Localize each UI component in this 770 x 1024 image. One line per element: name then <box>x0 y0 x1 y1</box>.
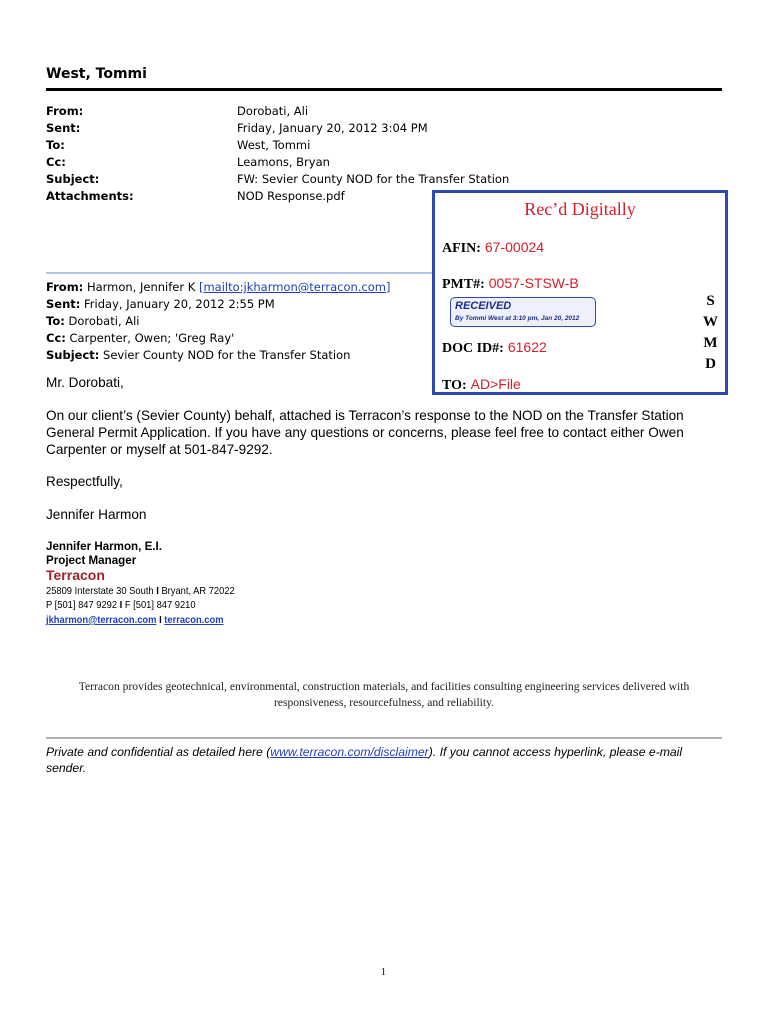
body-line-3: Carpenter or myself at 501-847-9292. <box>46 442 273 457</box>
body-line-1: On our client’s (Sevier County) behalf, attached is Terracon’s response to the NOD on the Transfer Station <box>46 408 684 423</box>
header-subject-value: FW: Sevier County NOD for the Transfer Station <box>237 172 510 186</box>
header-from-value: Dorobati, Ali <box>237 104 309 118</box>
email-owner: West, Tommi <box>46 66 147 82</box>
forwarded-subject: Subject: Sevier County NOD for the Transfer Station <box>46 348 351 362</box>
stamp-to: TO: AD>File <box>442 376 521 393</box>
signature-links: jkharmon@terracon.com I terracon.com <box>46 615 224 626</box>
mailto-link[interactable]: [mailto:jkharmon@terracon.com] <box>198 280 391 294</box>
header-sent-label: Sent: <box>46 121 81 135</box>
forwarded-cc: Cc: Carpenter, Owen; 'Greg Ray' <box>46 331 235 345</box>
header-from-label: From: <box>46 104 84 118</box>
privacy-divider <box>46 737 722 739</box>
stamp-title: Rec’d Digitally <box>524 199 636 219</box>
signature-role: Project Manager <box>46 554 137 567</box>
received-word: RECEIVED <box>455 300 512 312</box>
stamp-side-letters: S W M D <box>703 293 718 372</box>
header-attachments-label: Attachments: <box>46 189 134 203</box>
received-badge <box>450 297 596 327</box>
signature-email-link[interactable]: jkharmon@terracon.com <box>46 615 157 626</box>
received-by: By Tommi West at 3:10 pm, Jan 20, 2012 <box>455 315 580 322</box>
stamp-afin: AFIN: 67-00024 <box>442 239 545 256</box>
header-cc-label: Cc: <box>46 155 66 169</box>
company-tagline: Terracon provides geotechnical, environmental, construction materials, and facilities consulting engineering services delivered with responsiveness, resourcefulness, and reliability. <box>78 680 690 709</box>
greeting: Mr. Dorobati, <box>46 375 124 390</box>
disclaimer-link[interactable]: www.terracon.com/disclaimer <box>270 745 429 759</box>
header-to-label: To: <box>46 138 65 152</box>
header-sent-value: Friday, January 20, 2012 3:04 PM <box>237 121 428 135</box>
header-to-value: West, Tommi <box>237 138 311 152</box>
closing: Respectfully, <box>46 474 123 489</box>
privacy-notice: Private and confidential as detailed here (www.terracon.com/disclaimer). If you cannot access hyperlink, please e-mail sender. <box>46 745 683 775</box>
header-subject-label: Subject: <box>46 172 100 186</box>
owner-divider <box>46 88 722 91</box>
signature-name: Jennifer Harmon, E.I. <box>46 540 162 553</box>
forwarded-from: From: Harmon, Jennifer K [mailto:jkharmon@terracon.com] <box>46 280 391 294</box>
forwarded-to: To: Dorobati, Ali <box>46 314 140 328</box>
received-stamp <box>432 190 728 395</box>
signature-phone: P [501] 847 9292 I F [501] 847 9210 <box>46 600 196 611</box>
signature-address: 25809 Interstate 30 South I Bryant, AR 72022 <box>46 586 235 597</box>
stamp-pmt: PMT#: 0057-STSW-B <box>442 275 579 292</box>
signature-company: Terracon <box>46 567 105 583</box>
stamp-docid: DOC ID#: 61622 <box>442 339 547 356</box>
header-attachments-value[interactable]: NOD Response.pdf <box>237 189 345 203</box>
page-number: 1 <box>381 967 386 978</box>
signature-website-link[interactable]: terracon.com <box>164 615 224 626</box>
sender-name: Jennifer Harmon <box>46 507 147 522</box>
header-cc-value: Leamons, Bryan <box>237 155 330 169</box>
forwarded-sent: Sent: Friday, January 20, 2012 2:55 PM <box>46 297 275 311</box>
body-line-2: General Permit Application. If you have any questions or concerns, please feel free to contact either Owen <box>46 425 684 440</box>
